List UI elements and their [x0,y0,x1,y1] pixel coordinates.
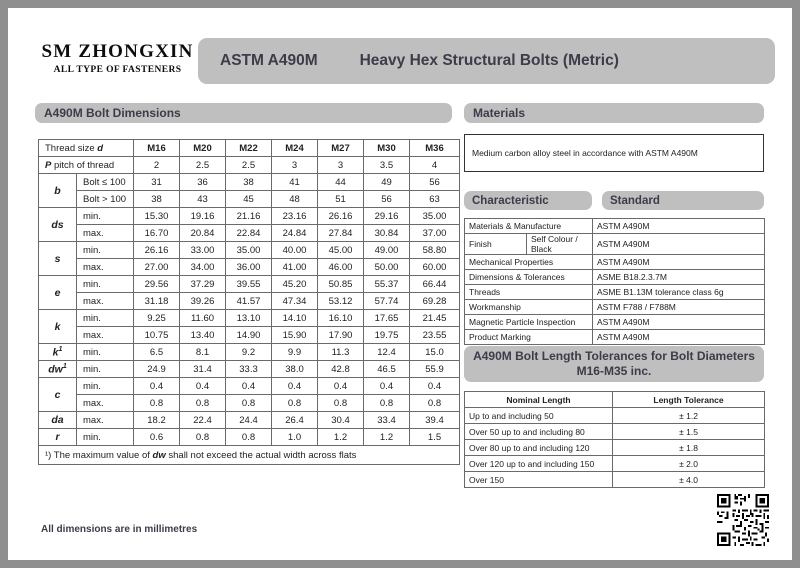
company-logo [35,41,200,75]
dimension-value: 47.34 [272,293,318,310]
dimension-value: 45.00 [318,242,364,259]
dimension-value: 15.0 [410,344,460,361]
dimension-qualifier: min. [77,208,134,225]
dimension-qualifier: min. [77,378,134,395]
dimension-value: 33.4 [364,412,410,429]
dimension-value: 27.00 [134,259,180,276]
standard-reference: ASTM A490M [593,315,765,330]
dimension-qualifier: min. [77,242,134,259]
dimension-value: 0.4 [134,378,180,395]
dimension-value: 29.56 [134,276,180,293]
table-row [39,429,460,446]
dimension-value: 31.18 [134,293,180,310]
standard-reference: ASTM A490M [593,255,765,270]
dimension-value: 27.84 [318,225,364,242]
pitch-label: P pitch of thread [39,157,134,174]
table-row [39,191,460,208]
table-row [465,219,765,234]
table-row [39,259,460,276]
dimension-symbol: da [39,412,77,429]
table-row [465,270,765,285]
dimension-value: 38.0 [272,361,318,378]
bolt-dimensions-table [38,139,460,465]
length-tolerance-value: ± 1.5 [613,424,765,440]
dimension-value: 0.8 [134,395,180,412]
table-row [39,361,460,378]
dimension-value: 58.80 [410,242,460,259]
dimension-symbol: $dw^1$ [39,361,77,378]
dimension-value: 11.3 [318,344,364,361]
dimension-value: 0.4 [318,378,364,395]
dimension-value: 38 [226,174,272,191]
dimension-value: 49 [364,174,410,191]
dimension-qualifier: max. [77,293,134,310]
thread-size-value: M16 [134,140,180,157]
dimension-value: 33.00 [180,242,226,259]
dimension-value: 9.25 [134,310,180,327]
standard-reference: ASTM F788 / F788M [593,300,765,315]
dimension-value: 43 [180,191,226,208]
table-row [39,174,460,191]
dimension-value: 45.20 [272,276,318,293]
dimension-value: 22.4 [180,412,226,429]
dimension-symbol: r [39,429,77,446]
pitch-value: 3 [272,157,318,174]
section-header-length-tolerance: A490M Bolt Length Tolerances for Bolt Diameters M16-M35 inc. [464,346,764,382]
dimension-value: 53.12 [318,293,364,310]
dimension-value: 17.65 [364,310,410,327]
dimension-value: 19.75 [364,327,410,344]
dimension-value: 9.9 [272,344,318,361]
table-row [39,378,460,395]
table-row [39,225,460,242]
table-row [39,412,460,429]
dimension-value: 1.0 [272,429,318,446]
dimension-value: 17.90 [318,327,364,344]
table-row [39,446,460,465]
characteristic-name: Magnetic Particle Inspection [465,315,593,330]
dimension-value: 16.10 [318,310,364,327]
dimension-value: 57.74 [364,293,410,310]
dimension-value: 0.4 [180,378,226,395]
dimension-value: 10.75 [134,327,180,344]
dimension-value: 16.70 [134,225,180,242]
dimension-value: 13.10 [226,310,272,327]
table-row [39,344,460,361]
standard-reference: ASME B1.13M tolerance class 6g [593,285,765,300]
table-row [39,293,460,310]
dimension-value: 34.00 [180,259,226,276]
dimension-value: 50.85 [318,276,364,293]
dimension-value: 42.8 [318,361,364,378]
pitch-value: 3 [318,157,364,174]
table-row [465,315,765,330]
dimension-value: 12.4 [364,344,410,361]
dimension-value: 31 [134,174,180,191]
length-tolerance-head [465,392,765,408]
dimension-value: 9.2 [226,344,272,361]
dimension-value: 46.5 [364,361,410,378]
characteristic-name: Finish [465,234,527,255]
pitch-value: 2.5 [226,157,272,174]
dimension-value: 37.29 [180,276,226,293]
dimension-value: 31.4 [180,361,226,378]
qr-code-image [715,492,771,548]
length-tolerance-value: ± 2.0 [613,456,765,472]
dimension-value: 24.4 [226,412,272,429]
dimension-qualifier: max. [77,412,134,429]
standard-reference: ASME B18.2.3.7M [593,270,765,285]
table-row [465,234,765,255]
dimension-value: 0.8 [226,395,272,412]
table-row [465,300,765,315]
table-row [465,330,765,345]
dimension-value: 0.8 [318,395,364,412]
dimension-qualifier: max. [77,327,134,344]
nominal-length: Over 50 up to and including 80 [465,424,613,440]
dimension-value: 14.90 [226,327,272,344]
dimension-value: 35.00 [226,242,272,259]
nominal-length: Over 120 up to and including 150 [465,456,613,472]
thread-size-value: M30 [364,140,410,157]
document-page [8,8,792,560]
company-tagline: ALL TYPE OF FASTENERS [53,65,182,75]
length-tolerance-table [464,391,765,488]
table-row [39,208,460,225]
characteristic-name: Workmanship [465,300,593,315]
nominal-length: Up to and including 50 [465,408,613,424]
thread-size-value: M22 [226,140,272,157]
dimension-qualifier: min. [77,361,134,378]
title-bar [198,38,775,84]
characteristic-body [465,219,765,345]
dimension-value: 1.2 [364,429,410,446]
thread-size-value: M24 [272,140,318,157]
length-tolerance-value: ± 1.2 [613,408,765,424]
characteristic-name: Dimensions & Tolerances [465,270,593,285]
dimension-value: 36.00 [226,259,272,276]
table-row [39,310,460,327]
dimension-value: 46.00 [318,259,364,276]
dimension-value: 26.4 [272,412,318,429]
dimension-value: 45 [226,191,272,208]
table-row [39,242,460,259]
materials-text: Medium carbon alloy steel in accordance with ASTM A490M [464,134,764,172]
dimension-value: 22.84 [226,225,272,242]
dimension-value: 1.5 [410,429,460,446]
dimension-symbol: b [39,174,77,208]
table-row [465,456,765,472]
dimension-value: 50.00 [364,259,410,276]
characteristic-name: Product Marking [465,330,593,345]
dimension-value: 8.1 [180,344,226,361]
dimension-value: 38 [134,191,180,208]
dimension-value: 26.16 [134,242,180,259]
dimension-symbol: ds [39,208,77,242]
dimension-value: 41.00 [272,259,318,276]
dimension-value: 39.26 [180,293,226,310]
dimension-value: 1.2 [318,429,364,446]
dimension-value: 36 [180,174,226,191]
pitch-value: 3.5 [364,157,410,174]
column-header: Nominal Length [465,392,613,408]
dimension-value: 56 [410,174,460,191]
table-row [465,408,765,424]
dimension-symbol: s [39,242,77,276]
dimension-value: 0.8 [272,395,318,412]
table-row [465,285,765,300]
standard-reference: ASTM A490M [593,234,765,255]
pitch-value: 2.5 [180,157,226,174]
dimension-qualifier: min. [77,310,134,327]
dimension-value: 6.5 [134,344,180,361]
thread-size-label: Thread size d [39,140,134,157]
dimension-value: 40.00 [272,242,318,259]
dimension-value: 29.16 [364,208,410,225]
dimension-value: 44 [318,174,364,191]
table-row [465,255,765,270]
dimensions-body [39,140,460,465]
table-row [465,472,765,488]
section-header-dimensions: A490M Bolt Dimensions [35,103,452,123]
length-tolerance-body [465,408,765,488]
dimension-value: 51 [318,191,364,208]
dimension-value: 0.4 [226,378,272,395]
thread-size-value: M27 [318,140,364,157]
dimension-value: 15.30 [134,208,180,225]
dimension-qualifier: max. [77,395,134,412]
dimension-value: 0.4 [364,378,410,395]
company-name: SM ZHONGXIN [41,41,194,62]
pitch-value: 2 [134,157,180,174]
dimension-value: 0.4 [272,378,318,395]
dimension-value: 23.55 [410,327,460,344]
dimension-value: 55.9 [410,361,460,378]
dimension-value: 26.16 [318,208,364,225]
dimension-value: 0.8 [364,395,410,412]
document-header [8,38,792,90]
section-header-materials: Materials [464,103,764,123]
product-description: Heavy Hex Structural Bolts (Metric) [359,52,619,69]
dimension-value: 41.57 [226,293,272,310]
table-row [465,424,765,440]
dimension-qualifier: min. [77,276,134,293]
characteristic-name: Mechanical Properties [465,255,593,270]
table-row [39,276,460,293]
standard-reference: ASTM A490M [593,330,765,345]
dimension-value: 63 [410,191,460,208]
table-row [465,392,765,408]
dimension-qualifier: Bolt > 100 [77,191,134,208]
characteristic-standard-table [464,218,765,345]
dimension-value: 33.3 [226,361,272,378]
dimension-qualifier: min. [77,344,134,361]
table-row [39,327,460,344]
dimension-value: 55.37 [364,276,410,293]
characteristic-detail: Self Colour / Black [527,234,593,255]
dimension-value: 49.00 [364,242,410,259]
thread-size-value: M36 [410,140,460,157]
units-note: All dimensions are in millimetres [41,524,198,535]
dimension-value: 23.16 [272,208,318,225]
standard-code: ASTM A490M [220,52,318,69]
nominal-length: Over 80 up to and including 120 [465,440,613,456]
dimension-value: 21.45 [410,310,460,327]
section-header-standard: Standard [602,191,764,210]
dimensions-footnote: ¹) The maximum value of dw shall not exceed the actual width across flats [39,446,460,465]
section-header-characteristic: Characteristic [464,191,592,210]
dimension-qualifier: Bolt ≤ 100 [77,174,134,191]
dimension-value: 30.4 [318,412,364,429]
characteristic-name: Materials & Manufacture [465,219,593,234]
table-row [465,440,765,456]
characteristic-name: Threads [465,285,593,300]
dimension-value: 30.84 [364,225,410,242]
dimension-value: 69.28 [410,293,460,310]
dimension-value: 0.8 [180,429,226,446]
dimension-value: 60.00 [410,259,460,276]
dimension-symbol: $k^1$ [39,344,77,361]
qr-code [715,492,771,548]
table-row [39,157,460,174]
dimension-value: 19.16 [180,208,226,225]
pitch-value: 4 [410,157,460,174]
dimension-value: 41 [272,174,318,191]
dimension-value: 56 [364,191,410,208]
dimension-value: 0.8 [180,395,226,412]
dimension-value: 0.4 [410,378,460,395]
dimension-value: 39.55 [226,276,272,293]
dimension-value: 21.16 [226,208,272,225]
dimension-value: 14.10 [272,310,318,327]
dimension-value: 0.8 [226,429,272,446]
dimension-symbol: k [39,310,77,344]
nominal-length: Over 150 [465,472,613,488]
dimension-qualifier: max. [77,225,134,242]
dimension-value: 24.84 [272,225,318,242]
dimension-value: 20.84 [180,225,226,242]
thread-size-value: M20 [180,140,226,157]
dimension-value: 37.00 [410,225,460,242]
dimension-value: 39.4 [410,412,460,429]
dimension-value: 48 [272,191,318,208]
dimension-value: 35.00 [410,208,460,225]
dimension-value: 24.9 [134,361,180,378]
dimension-value: 11.60 [180,310,226,327]
dimension-qualifier: min. [77,429,134,446]
dimension-value: 15.90 [272,327,318,344]
table-row [39,395,460,412]
dimension-symbol: e [39,276,77,310]
column-header: Length Tolerance [613,392,765,408]
dimension-symbol: c [39,378,77,412]
length-tolerance-value: ± 1.8 [613,440,765,456]
dimension-value: 13.40 [180,327,226,344]
table-row [39,140,460,157]
dimension-qualifier: max. [77,259,134,276]
dimension-value: 0.8 [410,395,460,412]
length-tolerance-value: ± 4.0 [613,472,765,488]
dimension-value: 18.2 [134,412,180,429]
dimension-value: 0.6 [134,429,180,446]
standard-reference: ASTM A490M [593,219,765,234]
dimension-value: 66.44 [410,276,460,293]
